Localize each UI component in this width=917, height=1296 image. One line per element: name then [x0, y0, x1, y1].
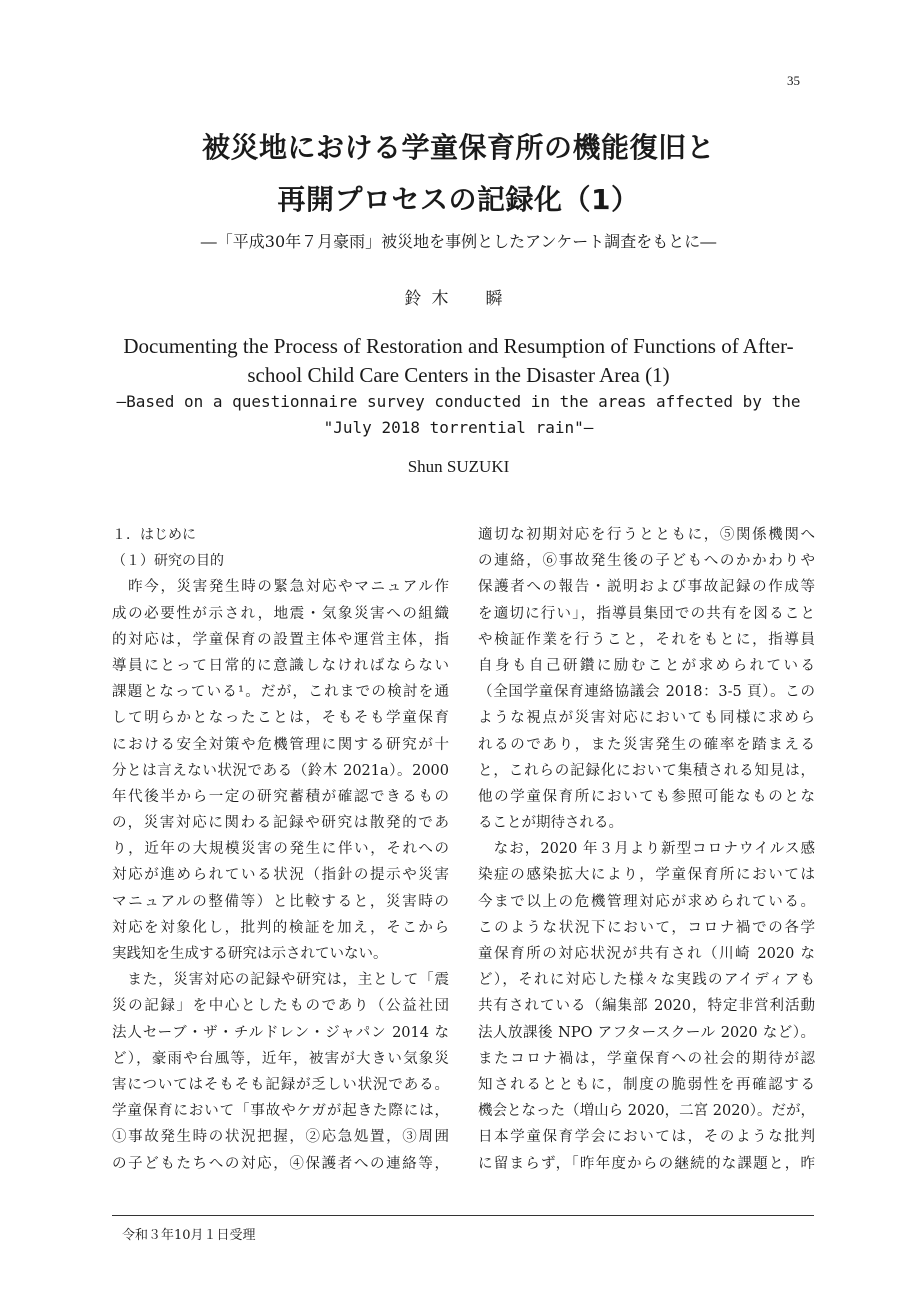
body-column-left — [112, 522, 449, 1177]
section-heading: １．はじめに — [112, 527, 196, 543]
body-line: 的対応は，学童保育の設置主体や運営主体，指 — [112, 631, 449, 648]
body-line: して明らかとなったことは，そもそも学童保育 — [112, 710, 449, 727]
body-line: 法人セーブ・ザ・チルドレン・ジャパン 2014 な — [112, 1024, 449, 1041]
subtitle-en-line2: "July 2018 torrential rain"― — [323, 418, 594, 437]
title-en-line2: school Child Care Centers in the Disaster Area (1) — [247, 363, 670, 387]
body-line: 染症の感染拡大により，学童保育所においては — [478, 867, 815, 884]
body-line: 害についてはそもそも記録が乏しい状況である。 — [112, 1076, 449, 1093]
body-line: の，災害対応に関わる記録や研究は散発的であ — [112, 815, 449, 832]
body-line: に留まらず，「昨年度からの継続的な課題と，昨 — [478, 1155, 815, 1172]
page-number: 35 — [787, 73, 800, 88]
body-line: 適切な初期対応を行うとともに，⑤関係機関へ — [478, 527, 815, 543]
body-line: を適切に行い」，指導員集団での共有を図ること — [478, 605, 815, 622]
subtitle-jp: ―「平成30年７月豪雨」被災地を事例としたアンケート調査をもとに― — [200, 232, 717, 251]
body-line: における安全対策や危機管理に関する研究が十 — [112, 736, 449, 753]
body-line: 知されるとともに，制度の脆弱性を再確認する — [478, 1076, 815, 1093]
body-line: 昨今，災害発生時の緊急対応やマニュアル作 — [112, 579, 449, 596]
body-line: 対応を対象化し，批判的検証を加え，そこから — [112, 919, 449, 936]
body-line: れるのであり，また災害発生の確率を踏まえる — [478, 736, 815, 753]
body-line: の連絡，⑥事故発生後の子どもへのかかわりや — [478, 553, 815, 570]
body-line: 日本学童保育学会においては，そのような批判 — [478, 1129, 815, 1146]
body-line: 課題となっている¹。だが，これまでの検討を通 — [112, 684, 449, 701]
body-line: 他の学童保育所においても参照可能なものとな — [478, 788, 815, 805]
body-line: や検証作業を行うこと，それをもとに，指導員 — [478, 631, 815, 648]
body-line: またコロナ禍は，学童保育への社会的期待が認 — [478, 1050, 815, 1067]
body-line: と，これらの記録化において集積される知見は， — [478, 762, 815, 779]
body-line: 年代後半から一定の研究蓄積が確認できるもの — [112, 788, 449, 805]
author-jp: 鈴木 瞬 — [404, 289, 513, 309]
subsection-heading: （１）研究の目的 — [112, 553, 224, 570]
subtitle-en-line1: ―Based on a questionnaire survey conducted in the areas affected by the — [116, 392, 801, 411]
body-line: また，災害対応の記録や研究は，主として「震 — [112, 972, 449, 989]
body-line: 実践知を生成する研究は示されていない。 — [112, 946, 388, 962]
title-jp-line2: 再開プロセスの記録化（1） — [277, 183, 640, 216]
body-line: 成の必要性が示され，地震・気象災害への組織 — [112, 605, 449, 622]
body-line: ど），それに対応した様々な実践のアイディアも — [478, 972, 815, 989]
body-line: 今まで以上の危機管理対応が求められている。 — [478, 893, 815, 910]
body-line: （全国学童保育連絡協議会 2018：3-5 頁）。この — [478, 684, 815, 701]
body-line: 法人放課後 NPO アフタースクール 2020 など）。 — [478, 1024, 815, 1041]
title-jp-line1: 被災地における学童保育所の機能復旧と — [201, 131, 715, 164]
footer-note: 令和３年10月１日受理 — [122, 1228, 256, 1243]
author-en: Shun SUZUKI — [407, 457, 510, 476]
body-line: ど），豪雨や台風等，近年，被害が大きい気象災 — [112, 1050, 449, 1067]
body-line: 災の記録」を中心としたものであり（公益社団 — [112, 998, 449, 1015]
body-line: 童保育所の対応状況が共有され（川崎 2020 な — [478, 946, 815, 962]
title-en-line1: Documenting the Process of Restoration and Resumption of Functions of After- — [123, 334, 794, 358]
body-line: マニュアルの整備等）と比較すると，災害時の — [112, 893, 449, 910]
body-line: ような視点が災害対応においても同様に求めら — [478, 710, 815, 727]
body-line: 自身も自己研鑽に励むことが求められている — [478, 657, 815, 674]
body-line: なお，2020 年３月より新型コロナウイルス感 — [478, 841, 815, 858]
body-line: ①事故発生時の状況把握，②応急処置，③周囲 — [112, 1129, 449, 1146]
body-line: の子どもたちへの対応，④保護者への連絡等， — [112, 1155, 449, 1172]
footer-divider — [112, 1215, 814, 1216]
body-line: ることが期待される。 — [478, 815, 623, 832]
body-line: 保護者への報告・説明および事故記録の作成等 — [478, 579, 815, 596]
body-line: 機会となった（増山ら 2020，二宮 2020）。だが， — [478, 1103, 815, 1120]
body-line: 分とは言えない状況である（鈴木 2021a）。2000 — [112, 762, 449, 779]
body-line: 導員にとって日常的に意識しなければならない — [112, 657, 449, 674]
body-column-right — [478, 522, 815, 1177]
body-line: り，近年の大規模災害の発生に伴い，それへの — [112, 841, 449, 858]
body-line: 共有されている（編集部 2020，特定非営利活動 — [478, 998, 815, 1015]
body-line: 対応が進められている状況（指針の提示や災害 — [112, 867, 449, 884]
body-line: 学童保育において「事故やケガが起きた際には， — [112, 1103, 449, 1120]
body-line: このような状況下において，コロナ禍での各学 — [478, 919, 815, 936]
